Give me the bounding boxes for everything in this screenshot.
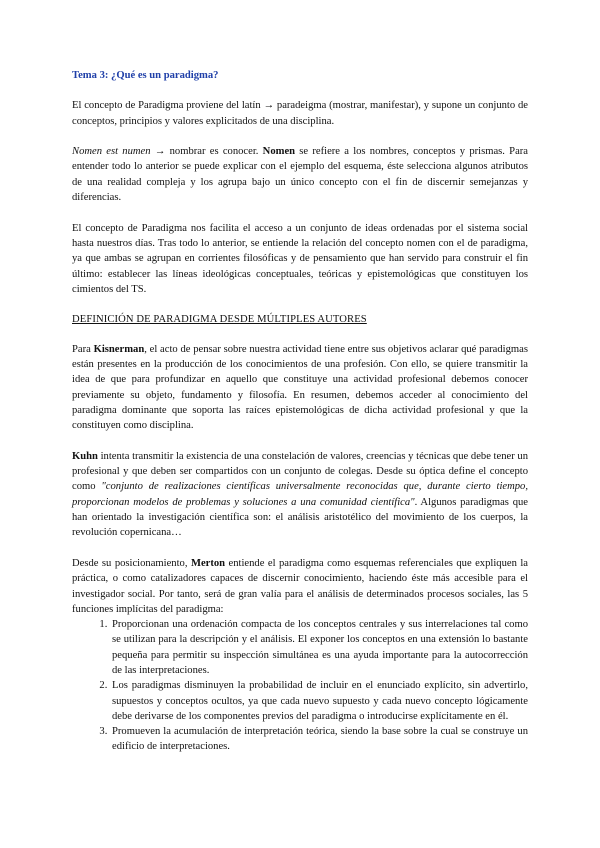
document-page — [72, 68, 528, 755]
list-item: 1. Proporcionan una ordenación compacta de los conceptos centrales y sus interrelaciones tal como se utilizan para la descripción y el análisis. El exponer los conceptos en una extensión lo bastante pequeña para permitir su inspección simultánea es una ayuda importante para la autocorrección de las interpretaciones. — [110, 617, 528, 678]
author-kisnerman: Kisnerman — [93, 343, 145, 355]
nomen-phrase: Nomen est numen — [72, 146, 151, 158]
author-kuhn: Kuhn — [72, 450, 98, 462]
paragraph-social-system: El concepto de Paradigma nos facilita el acceso a un conjunto de ideas ordenadas por el sistema social hasta nuestros días. Tras todo lo anterior, se entiende la relación del concepto nomen con el de paradigma, ya que ambas se agrupan en corrientes filosóficas y de pensamiento que han servido para construir el fin último: establecer las líneas ideológicas conceptuales, teóricas y epistemológicas que constituyen los cimientos del TS. — [72, 222, 528, 295]
functions-list — [72, 617, 528, 755]
nomen-term: Nomen — [262, 146, 296, 158]
page-title: Tema 3: ¿Qué es un paradigma? — [72, 70, 219, 81]
list-item: 2. Los paradigmas disminuyen la probabilidad de incluir en el enunciado explícito, sin advertirlo, supuestos y conceptos ocultos, ya que cada nuevo supuesto y cada nuevo concepto lógicamente debe derivarse de los componentes previos del paradigma o introducirse explícitamente en él. — [110, 678, 528, 724]
paragraph-merton: Desde su posicionamiento, Merton entiende el paradigma como esquemas referenciales que expliquen la práctica, o como catalizadores capaces de discernir conocimiento, haciendo éste más accesible para el investigador social. Por tanto, será de gran valía para el análisis de determinados procesos sociales, las 5 funciones implícitas del paradigma: — [72, 557, 528, 615]
paragraph-kuhn: Kuhn intenta transmitir la existencia de una constelación de valores, creencias y técnicas que debe tener un profesional y que deben ser compartidos con un conjunto de colegas. Desde su óptica define el concepto como "conjunto de realizaciones científicas universalmente reconocidas que, durante cierto tiempo, proporcionan modelos de problemas y soluciones a una comunidad científica". Algunos paradigmas que han orientado la investigación científica son: el análisis aristotélico del movimiento de los cuerpos, la revolución copernicana… — [72, 450, 528, 539]
kuhn-quote: "conjunto de realizaciones científicas universalmente reconocidas que, durante cierto tiempo, proporcionan modelos de problemas y soluciones a una comunidad científica" — [72, 481, 528, 508]
section-heading: DEFINICIÓN DE PARADIGMA DESDE MÚLTIPLES AUTORES — [72, 314, 367, 326]
paragraph-nomen: Nomen est numen → nombrar es conocer. Nomen se refiere a los nombres, conceptos y prismas. Para entender todo lo anterior se puede explicar con el ejemplo del esquema, éste selecciona algunos atributos de una realidad compleja y los agrupa bajo un único concepto con el fin de discernir semejanzas y diferencias. — [72, 146, 529, 204]
paragraph-kisnerman: Para Kisnerman, el acto de pensar sobre nuestra actividad tiene entre sus objetivos aclarar qué paradigmas están presentes en la producción de los conocimientos de una profesión. Con ello, se quiere transmitir la idea de que para profundizar en aquello que constituye una actividad profesional debemos conocer previamente su objeto, fundamento y filosofía. En resumen, debemos acceder al conocimiento del paradigma dominante que soporta las raíces epistemológicas de dicha actividad profesional y que la constituyen como disciplina. — [72, 343, 528, 432]
list-item: 3. Promueven la acumulación de interpretación teórica, siendo la base sobre la cual se construye un edificio de interpretaciones. — [110, 724, 528, 755]
paragraph-intro: El concepto de Paradigma proviene del latín → paradeigma (mostrar, manifestar), y supone un conjunto de conceptos, principios y valores explicitados de una disciplina. — [72, 100, 528, 127]
author-merton: Merton — [190, 557, 226, 569]
